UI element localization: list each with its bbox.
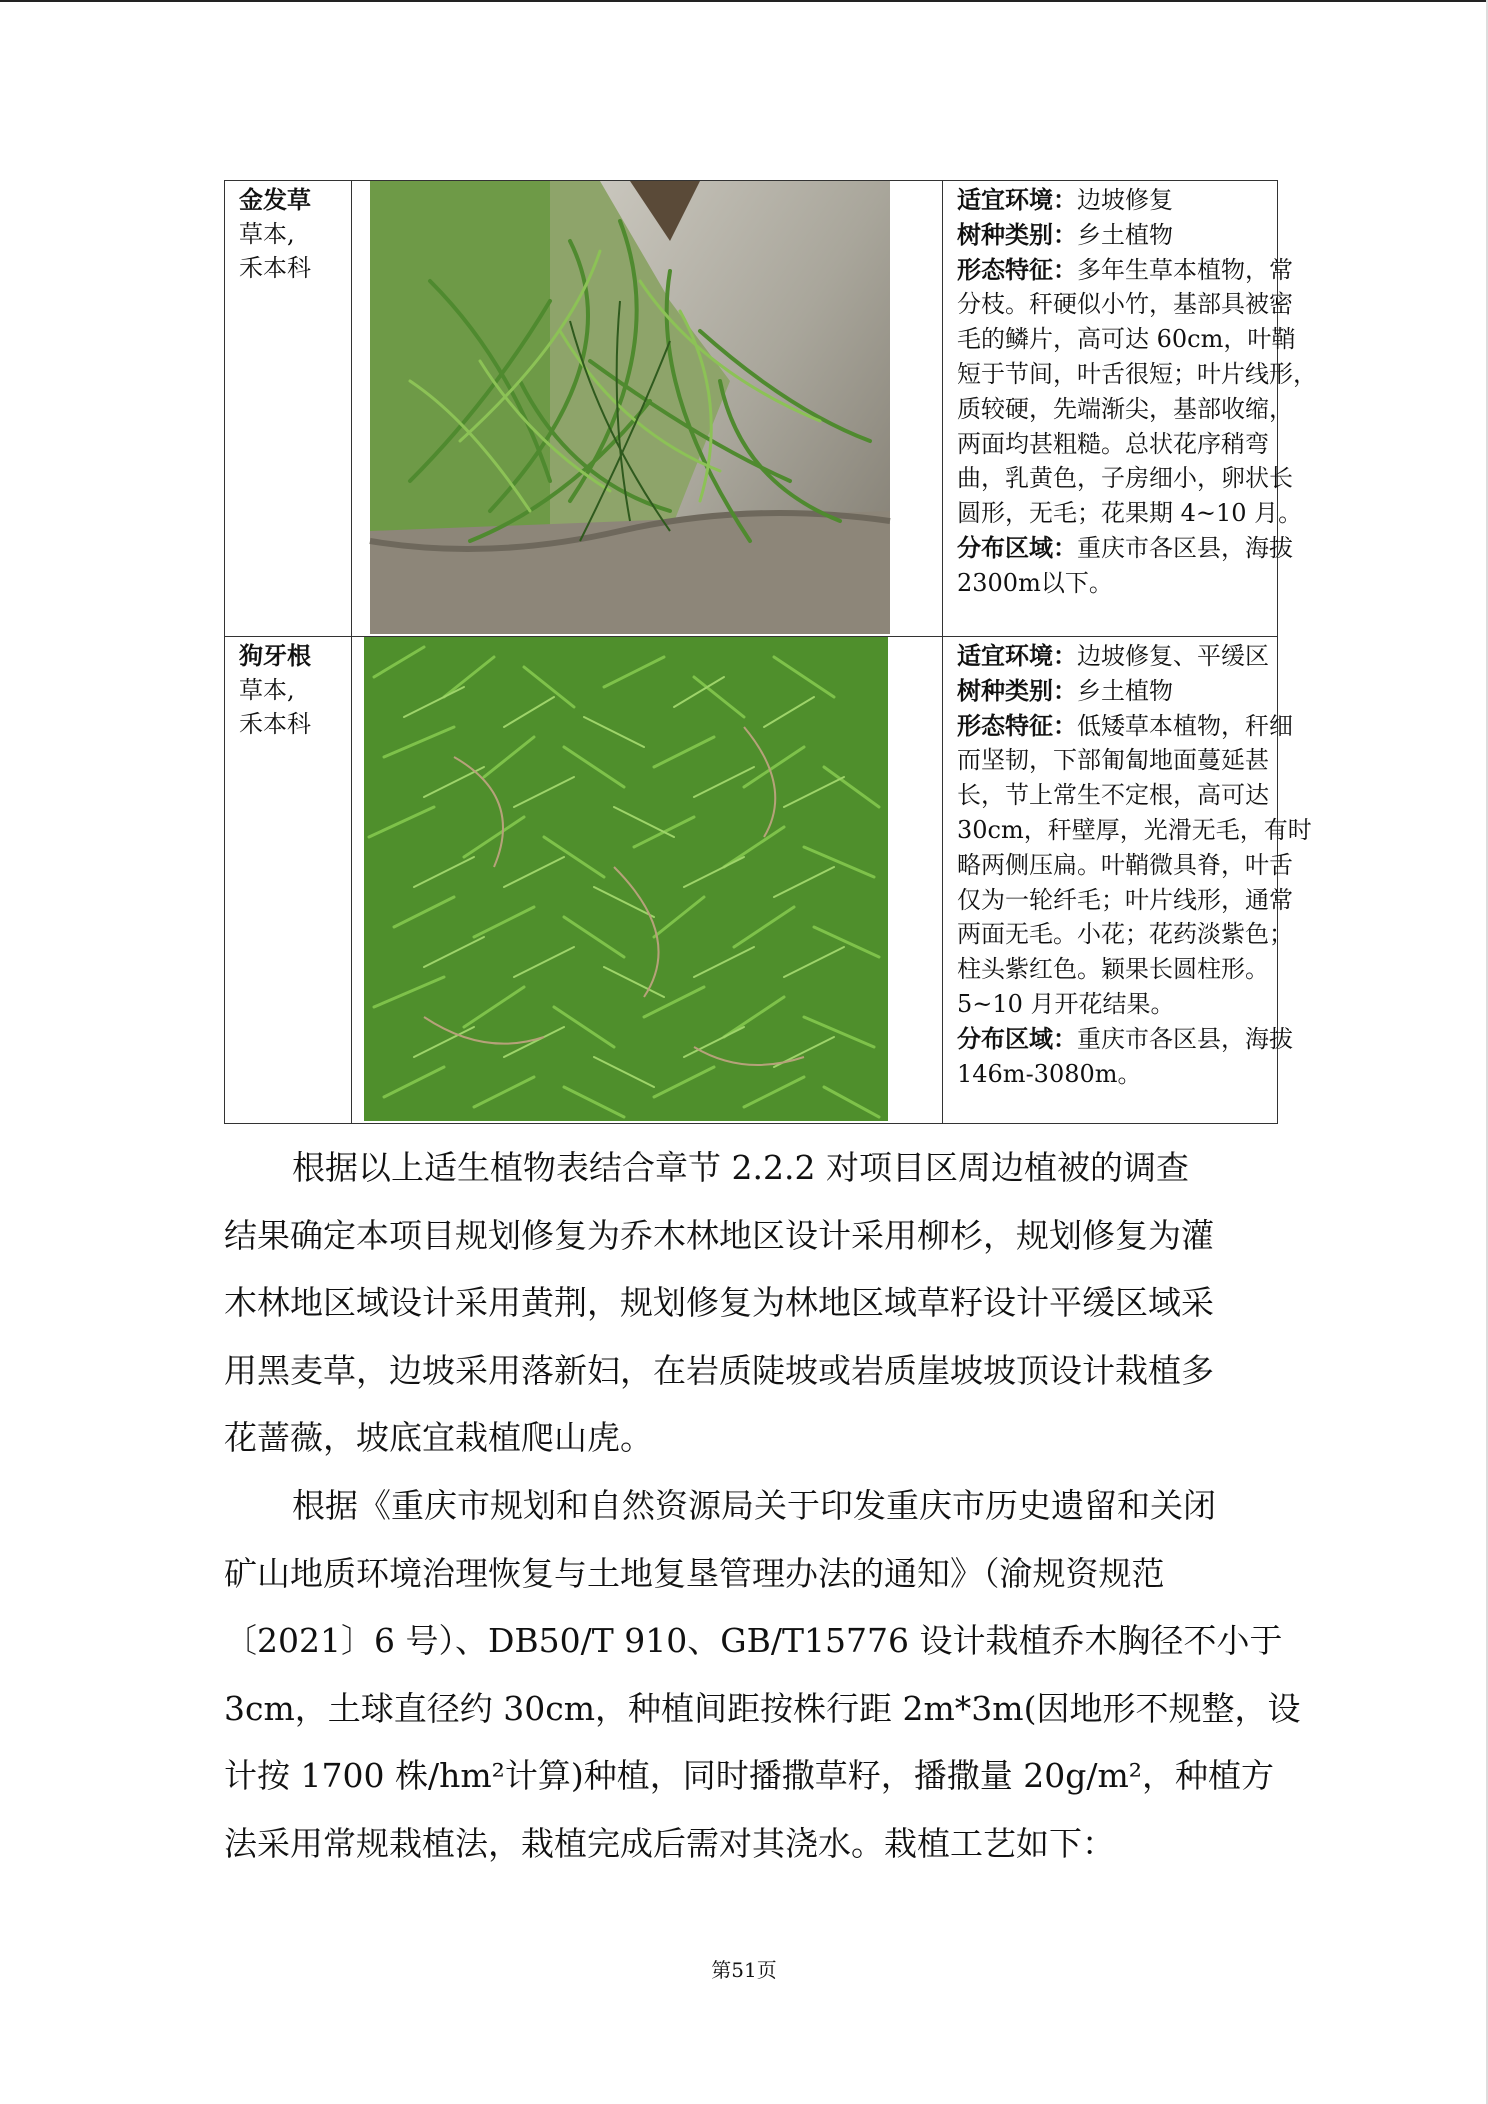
morphology-line: 圆形，无毛；花果期 4~10 月。: [957, 499, 1303, 528]
morphology-line: 5~10 月开花结果。: [957, 989, 1175, 1018]
plant-row: [225, 181, 1278, 637]
plant-name-cell: [225, 181, 352, 637]
morphology-line: 长，节上常生不定根，高可达: [957, 781, 1269, 810]
morphology-line: 两面无毛。小花；花药淡紫色；: [957, 920, 1293, 949]
lawn-grass-photo: [364, 637, 922, 1121]
paragraph-line: 木林地区域设计采用黄荆，规划修复为林地区域草籽设计平缓区域采: [224, 1283, 1214, 1323]
suitable-environment: 适宜环境：边坡修复、平缓区: [957, 641, 1269, 670]
morphology-line: 质较硬，先端渐尖，基部收缩，: [957, 394, 1293, 423]
paragraph-line: 根据以上适生植物表结合章节 2.2.2 对项目区周边植被的调查: [292, 1148, 1189, 1187]
paragraph-line: 矿山地质环境治理恢复与土地复垦管理办法的通知》（渝规资规范: [224, 1553, 1165, 1593]
page-top-border: [0, 0, 1488, 2]
plant-photo-cell: [352, 637, 943, 1124]
plant-family: 禾本科: [239, 710, 311, 738]
paragraph: [224, 1134, 1264, 1472]
paragraph-line: 法采用常规栽植法，栽植完成后需对其浇水。栽植工艺如下：: [224, 1823, 1115, 1863]
paragraph-line: 计按 1700 株/hm²计算)种植，同时播撒草籽，播撒量 20g/m²，种植方: [224, 1756, 1274, 1796]
morphology-line: 形态特征：低矮草本植物，秆细: [957, 710, 1293, 740]
plant-category: 草本,: [239, 220, 295, 248]
grass-on-rock-photo: [370, 181, 922, 634]
plant-description-cell: [943, 181, 1317, 637]
suitable-environment: 适宜环境：边坡修复: [957, 185, 1173, 214]
morphology-line: 仅为一轮纤毛；叶片线形，通常: [957, 885, 1293, 914]
distribution-area: 分布区域：重庆市各区县，海拔: [957, 1023, 1293, 1053]
morphology-line: 短于节间，叶舌很短；叶片线形，: [957, 359, 1317, 388]
body-text: [224, 1134, 1301, 1878]
paragraph-line: 根据《重庆市规划和自然资源局关于印发重庆市历史遗留和关闭: [292, 1485, 1216, 1525]
species-category: 树种类别：乡土植物: [957, 675, 1173, 705]
morphology-line: 而坚韧，下部匍匐地面蔓延甚: [957, 746, 1269, 775]
plant-table: [224, 180, 1317, 1124]
species-category: 树种类别：乡土植物: [957, 219, 1173, 249]
paragraph: [224, 1472, 1301, 1878]
paragraph-line: 3cm，土球直径约 30cm，种植间距按株行距 2m*3m(因地形不规整，设: [224, 1688, 1301, 1728]
plant-photo-cell: [352, 181, 943, 637]
plant-name: 狗牙根: [239, 641, 311, 670]
morphology-line: 毛的鳞片，高可达 60cm，叶鞘: [957, 325, 1296, 354]
paragraph-line: 用黑麦草，边坡采用落新妇，在岩质陡坡或岩质崖坡坡顶设计栽植多: [224, 1350, 1214, 1390]
morphology-line: 柱头紫红色。颖果长圆柱形。: [957, 955, 1269, 984]
distribution-area: 分布区域：重庆市各区县，海拔: [957, 532, 1293, 562]
paragraph-line: 结果确定本项目规划修复为乔木林地区设计采用柳杉，规划修复为灌: [224, 1215, 1214, 1255]
plant-description-cell: [943, 637, 1312, 1124]
morphology-line: 形态特征：多年生草本植物，常: [957, 254, 1293, 284]
plant-name-cell: [225, 637, 352, 1124]
plant-category: 草本,: [239, 676, 295, 704]
morphology-line: 曲，乳黄色，子房细小，卵状长: [957, 464, 1293, 493]
distribution-line: 146m-3080m。: [957, 1059, 1142, 1088]
plant-family: 禾本科: [239, 254, 311, 282]
morphology-line: 略两侧压扁。叶鞘微具脊，叶舌: [957, 850, 1293, 879]
paragraph-line: 花蔷薇，坡底宜栽植爬山虎。: [224, 1418, 653, 1458]
plant-row: [225, 637, 1278, 1124]
page-number: 第51页: [711, 1958, 777, 1982]
plant-name: 金发草: [239, 185, 311, 214]
morphology-line: 两面均甚粗糙。总状花序稍弯: [957, 429, 1269, 458]
paragraph-line: 〔2021〕6 号）、DB50/T 910、GB/T15776 设计栽植乔木胸径不小于: [224, 1621, 1283, 1661]
morphology-line: 30cm，秆壁厚，光滑无毛，有时: [957, 815, 1312, 844]
morphology-line: 分枝。秆硬似小竹，基部具被密: [957, 290, 1293, 319]
distribution-line: 2300m以下。: [957, 568, 1113, 597]
